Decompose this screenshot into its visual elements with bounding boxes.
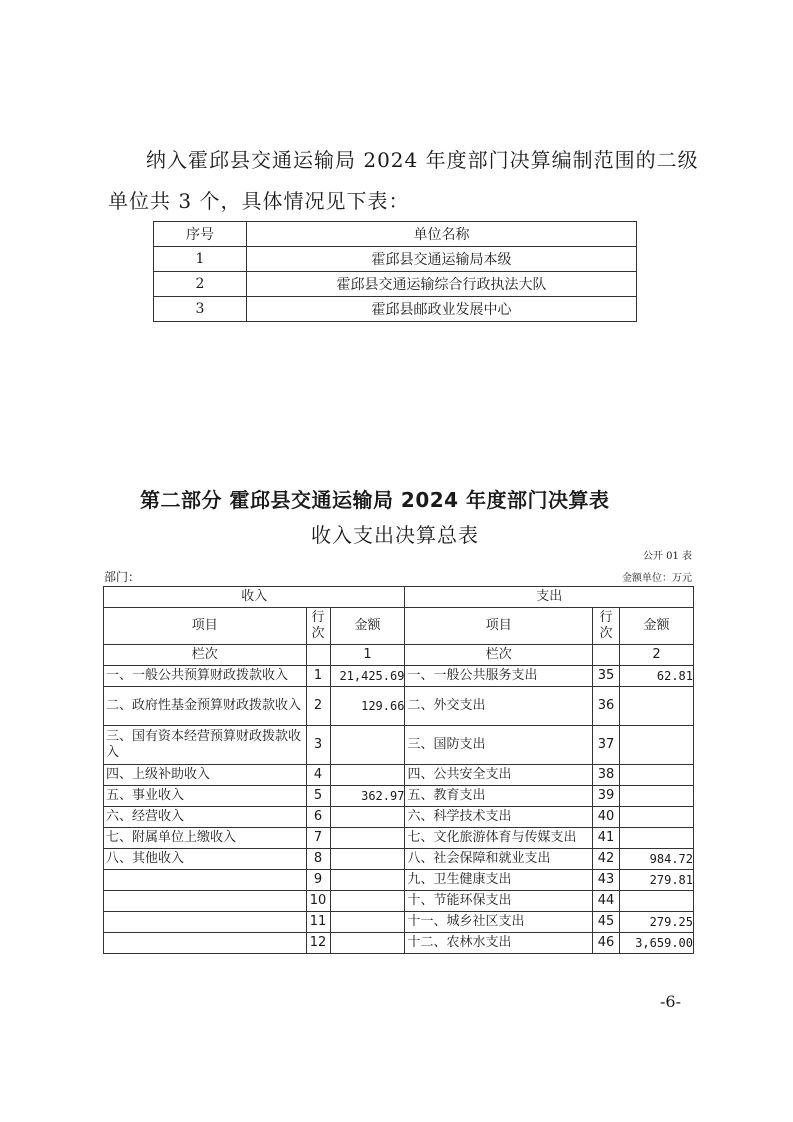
expense-amount-header: 金额 [620,608,694,645]
income-amount [330,891,405,912]
table-row [104,726,694,765]
expense-row-no: 45 [593,912,620,933]
table-row [104,849,694,870]
income-row-no: 9 [306,870,330,891]
income-row-no: 7 [306,828,330,849]
income-amount [330,726,405,765]
table-row [154,247,637,272]
expense-amount: 279.25 [620,912,694,933]
intro-line-2: 单位共 3 个，具体情况见下表： [108,189,410,213]
income-item: 七、附属单位上缴收入 [104,828,307,849]
expense-row-no: 36 [593,687,620,726]
income-item: 五、事业收入 [104,786,307,807]
expense-amount [620,828,694,849]
income-row-no: 11 [306,912,330,933]
income-row-no: 1 [306,666,330,687]
income-header: 收入 [104,587,405,608]
header-unit-name: 单位名称 [247,222,637,247]
income-item: 八、其他收入 [104,849,307,870]
table-number: 公开 01 表 [642,551,692,562]
expense-amount [620,807,694,828]
intro-line-1: 纳入霍邱县交通运输局 2024 年度部门决算编制范围的二级 [146,148,699,172]
expense-amount: 279.81 [620,870,694,891]
income-amount: 21,425.69 [330,666,405,687]
expense-item: 十一、城乡社区支出 [405,912,593,933]
expense-row-no: 35 [593,666,620,687]
income-row-no: 2 [306,687,330,726]
income-amount [330,765,405,786]
expense-row-header: 行次 [593,608,620,645]
expense-amount [620,891,694,912]
table-row [104,912,694,933]
empty-cell [593,645,620,666]
income-expense-table [103,586,694,954]
table-row [104,765,694,786]
amount-unit-label: 金额单位：万元 [622,573,692,584]
expense-lanci: 栏次 [405,645,593,666]
expense-row-no: 41 [593,828,620,849]
income-item-header: 项目 [104,608,307,645]
income-col-no: 1 [330,645,405,666]
income-row-no: 4 [306,765,330,786]
expense-row-no: 38 [593,765,620,786]
expense-amount [620,765,694,786]
income-amount: 129.66 [330,687,405,726]
table-title: 收入支出决算总表 [311,523,479,547]
income-row-no: 12 [306,933,330,954]
income-item [104,870,307,891]
expense-row-no: 39 [593,786,620,807]
table-row [154,272,637,297]
income-amount [330,807,405,828]
income-amount [330,849,405,870]
units-table-header [154,222,637,247]
expense-row-no: 40 [593,807,620,828]
unit-name: 霍邱县邮政业发展中心 [247,297,637,322]
income-row-no: 8 [306,849,330,870]
expense-row-no: 44 [593,891,620,912]
income-amount-header: 金额 [330,608,405,645]
table-row [104,807,694,828]
income-amount [330,828,405,849]
department-label: 部门： [104,570,141,584]
table-row [104,666,694,687]
expense-item: 九、卫生健康支出 [405,870,593,891]
expense-item: 六、科学技术支出 [405,807,593,828]
section-title: 第二部分 霍邱县交通运输局 2024 年度部门决算表 [140,488,610,512]
expense-amount [620,726,694,765]
expense-item-header: 项目 [405,608,593,645]
expense-item: 一、一般公共服务支出 [405,666,593,687]
expense-item: 五、教育支出 [405,786,593,807]
expense-row-no: 43 [593,870,620,891]
income-item [104,891,307,912]
unit-no: 3 [154,297,247,322]
header-seq: 序号 [154,222,247,247]
table-row [104,891,694,912]
table-row [104,687,694,726]
table-row [104,828,694,849]
empty-cell [306,645,330,666]
income-row-no: 10 [306,891,330,912]
unit-no: 1 [154,247,247,272]
income-amount: 362.97 [330,786,405,807]
income-row-header: 行次 [306,608,330,645]
income-amount [330,933,405,954]
income-item: 六、经营收入 [104,807,307,828]
expense-amount: 984.72 [620,849,694,870]
income-item: 四、上级补助收入 [104,765,307,786]
expense-amount: 62.81 [620,666,694,687]
income-row-no: 6 [306,807,330,828]
table-row [104,786,694,807]
lanci-row [104,645,694,666]
expense-item: 八、社会保障和就业支出 [405,849,593,870]
column-header-row [104,608,694,645]
income-amount [330,870,405,891]
expense-amount [620,786,694,807]
income-row-no: 5 [306,786,330,807]
expense-amount [620,687,694,726]
income-item [104,933,307,954]
unit-name: 霍邱县交通运输局本级 [247,247,637,272]
income-lanci: 栏次 [104,645,307,666]
expense-item: 三、国防支出 [405,726,593,765]
expense-item: 四、公共安全支出 [405,765,593,786]
income-item: 一、一般公共预算财政拨款收入 [104,666,307,687]
expense-item: 二、外交支出 [405,687,593,726]
income-amount [330,912,405,933]
table-row [154,297,637,322]
income-item: 二、政府性基金预算财政拨款收入 [104,687,307,726]
page-number: -6- [660,992,681,1011]
table-row [104,870,694,891]
expense-item: 十、节能环保支出 [405,891,593,912]
expense-item: 七、文化旅游体育与传媒支出 [405,828,593,849]
section-header-row [104,587,694,608]
table-row [104,933,694,954]
unit-no: 2 [154,272,247,297]
expense-row-no: 42 [593,849,620,870]
expense-row-no: 46 [593,933,620,954]
income-item [104,912,307,933]
expense-row-no: 37 [593,726,620,765]
expense-item: 十二、农林水支出 [405,933,593,954]
units-table [153,221,637,322]
expense-header: 支出 [405,587,694,608]
expense-amount: 3,659.00 [620,933,694,954]
unit-name: 霍邱县交通运输综合行政执法大队 [247,272,637,297]
income-row-no: 3 [306,726,330,765]
income-item: 三、国有资本经营预算财政拨款收入 [104,726,307,765]
expense-col-no: 2 [620,645,694,666]
